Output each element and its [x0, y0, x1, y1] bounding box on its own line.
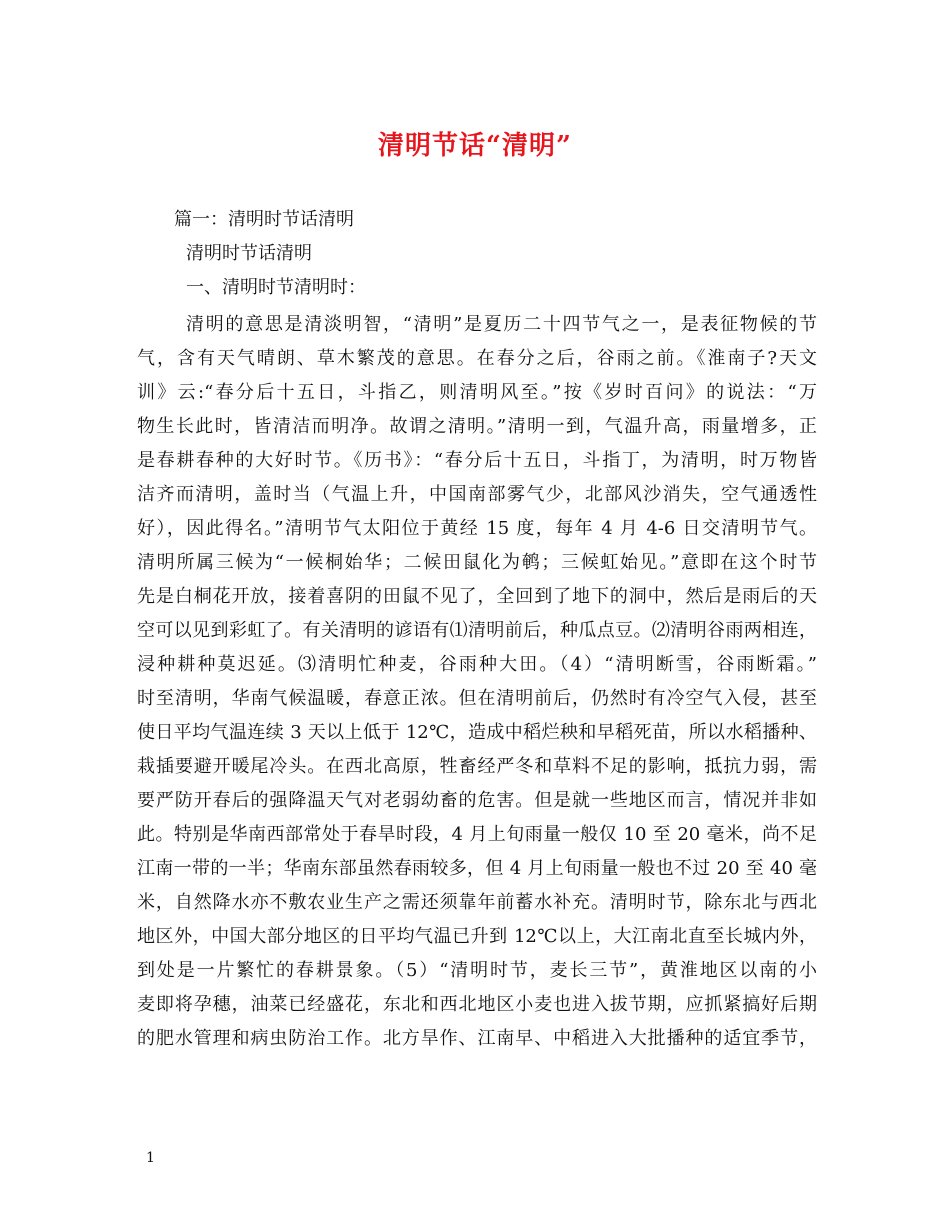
body-paragraph — [137, 310, 817, 1058]
paragraph-line: 清明的意思是清淡明智，“清明”是夏历二十四节气之一，是表征物候的节 — [186, 314, 817, 335]
paragraph-line: 物生长此时，皆清洁而明净。故谓之清明。”清明一到，气温升高，雨量增多，正 — [137, 416, 817, 437]
paragraph-line: 此。特别是华南西部常处于春旱时段，4 月上旬雨量一般仅 10 至 20 毫米，尚不足 — [137, 824, 817, 845]
paragraph-line: 栽插要避开暖尾冷头。在西北高原，牲畜经严冬和草料不足的影响，抵抗力弱，需 — [137, 756, 817, 777]
paragraph-line: 到处是一片繁忙的春耕景象。（5）“清明时节，麦长三节”，黄淮地区以南的小 — [137, 960, 817, 981]
paragraph-line: 清明所属三候为“一候桐始华；二候田鼠化为鹌；三候虹始见。”意即在这个时节 — [137, 552, 817, 573]
paragraph-line: 米，自然降水亦不敷农业生产之需还须靠年前蓄水补充。清明时节，除东北与西北 — [137, 892, 817, 913]
page-number: 1 — [146, 1150, 155, 1166]
paragraph-line: 好），因此得名。”清明节气太阳位于黄经 15 度，每年 4 月 4-6 日交清明节气。 — [137, 518, 817, 539]
paragraph-line: 是春耕春种的大好时节。《历书》：“春分后十五日，斗指丁，为清明，时万物皆 — [137, 450, 817, 471]
paragraph-line: 要严防开春后的强降温天气对老弱幼畜的危害。但是就一些地区而言，情况并非如 — [137, 790, 817, 811]
section-heading: 一、清明时节清明时： — [186, 277, 366, 298]
paragraph-line: 洁齐而清明，盖时当（气温上升，中国南部雾气少，北部风沙消失，空气通透性 — [137, 484, 817, 505]
paragraph-line: 使日平均气温连续 3 天以上低于 12℃，造成中稻烂秧和早稻死苗，所以水稻播种、 — [137, 722, 817, 743]
paragraph-line: 江南一带的一半；华南东部虽然春雨较多，但 4 月上旬雨量一般也不过 20 至 40 毫 — [137, 858, 817, 879]
paragraph-line: 训》云:“春分后十五日，斗指乙，则清明风至。”按《岁时百问》的说法：“万 — [137, 382, 817, 403]
paragraph-line: 气，含有天气晴朗、草木繁茂的意思。在春分之后，谷雨之前。《淮南子?天文 — [137, 348, 817, 369]
paragraph-line: 浸种耕种莫迟延。⑶清明忙种麦，谷雨种大田。（4）“清明断雪，谷雨断霜。” — [137, 654, 817, 675]
document-title: 清明节话“清明” — [378, 131, 572, 161]
paragraph-line: 的肥水管理和病虫防治工作。北方旱作、江南早、中稻进入大批播种的适宜季节， — [137, 1028, 817, 1049]
paragraph-line: 先是白桐花开放，接着喜阴的田鼠不见了，全回到了地下的洞中，然后是雨后的天 — [137, 586, 817, 607]
paragraph-line: 地区外，中国大部分地区的日平均气温已升到 12℃以上，大江南北直至长城内外， — [137, 926, 817, 947]
section-label: 篇一：清明时节话清明 — [174, 209, 354, 230]
paragraph-line: 麦即将孕穗，油菜已经盛花，东北和西北地区小麦也进入拔节期，应抓紧搞好后期 — [137, 994, 817, 1015]
paragraph-line: 空可以见到彩虹了。有关清明的谚语有⑴清明前后，种瓜点豆。⑵清明谷雨两相连， — [137, 620, 817, 641]
paragraph-line: 时至清明，华南气候温暖，春意正浓。但在清明前后，仍然时有冷空气入侵，甚至 — [137, 688, 817, 709]
section-subtitle: 清明时节话清明 — [186, 243, 312, 264]
